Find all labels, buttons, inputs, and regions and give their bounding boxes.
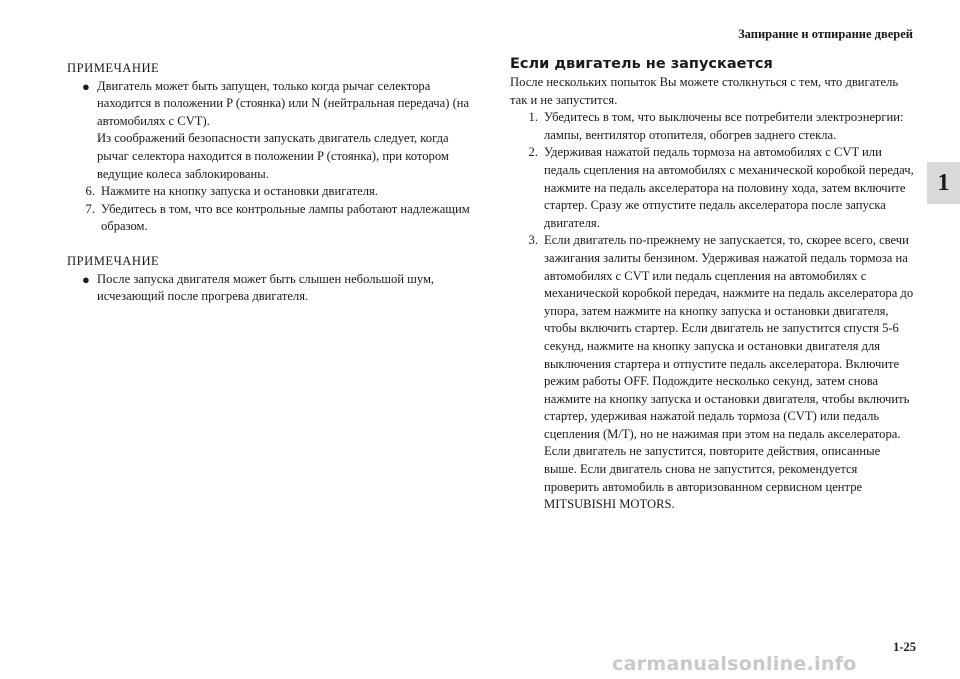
note-label: ПРИМЕЧАНИЕ (67, 253, 160, 268)
step-text: Удерживая нажатой педаль тормоза на автомобилях с CVT или педаль сцепления на автомобилях с механической коробкой передач, нажмите на педаль акселератора на половину хода, затем включите стартер. Сразу же отпустите педаль акселератора после запуска двигателя. (544, 145, 914, 230)
chapter-tab: 1 (927, 162, 960, 204)
note-bullet (67, 271, 472, 306)
running-header: Запирание и отпирание дверей (738, 27, 913, 41)
step-text: Убедитесь в том, что выключены все потребители электроэнергии: лампы, вентилятор отопителя, обогрев заднего стекла. (544, 110, 904, 142)
right-column (510, 54, 915, 514)
step-number: 1. (528, 110, 538, 125)
page-number: 1-25 (893, 640, 916, 654)
list-item (510, 109, 915, 144)
left-column (67, 60, 472, 306)
step-number: 3. (528, 233, 538, 248)
bullet-icon: ● (82, 78, 90, 94)
step-number: 6. (85, 184, 95, 199)
step-text: Нажмите на кнопку запуска и остановки двигателя. (101, 184, 378, 199)
list-item (67, 183, 472, 201)
note-bullet (67, 78, 472, 184)
note-text: После запуска двигателя может быть слышен небольшой шум, исчезающий после прогрева двигателя. (97, 271, 435, 304)
step-number: 7. (85, 201, 95, 216)
step-number: 2. (528, 145, 538, 160)
note-text-continued: Из соображений безопасности запускать двигатель следует, когда рычаг селектора находится в положении P (стоянка), при котором ведущие колеса заблокированы. (97, 131, 449, 181)
list-item (67, 201, 472, 236)
note-text: Двигатель может быть запущен, только когда рычаг селектора находится в положении P (стоянка) или N (нейтральная передача) (на автомобилях с CVT). (97, 78, 470, 128)
list-item (510, 144, 915, 232)
note-label: ПРИМЕЧАНИЕ (67, 61, 160, 75)
list-item (510, 232, 915, 514)
step-text: Убедитесь в том, что все контрольные лампы работают надлежащим образом. (101, 201, 470, 234)
watermark: carmanualsonline.info (612, 653, 857, 675)
bullet-icon: ● (82, 271, 90, 287)
section-title: Если двигатель не запускается (510, 56, 773, 72)
intro-text: После нескольких попыток Вы можете столкнуться с тем, что двигатель так и не запустится. (510, 75, 899, 107)
step-text: Если двигатель по-прежнему не запускается, то, скорее всего, свечи зажигания залиты бензином. Удерживая нажатой педаль тормоза на автомобилях с CVT или педаль сцепления на автомобилях с механической коробкой передач, нажмите на педаль акселератора до упора, затем нажмите на кнопку запуска и остановки двигателя, чтобы включить стартер. Если двигатель не запустится спустя 5-6 секунд, нажмите на кнопку запуска и остановки двигателя для выключения стартера и отпустите педаль акселератора. Включите режим работы OFF. Подождите несколько секунд, затем снова нажмите на кнопку запуска и остановки двигателя, чтобы включить стартер, удерживая нажатой педаль тормоза (CVT) или педаль сцепления (M/T), но не нажимая при этом на педаль акселератора. Если двигатель не запустится, повторите действия, описанные выше. Если двигатель снова не запустится, рекомендуется проверить автомобиль в авторизованном сервисном центре MITSUBISHI MOTORS. (544, 233, 914, 512)
